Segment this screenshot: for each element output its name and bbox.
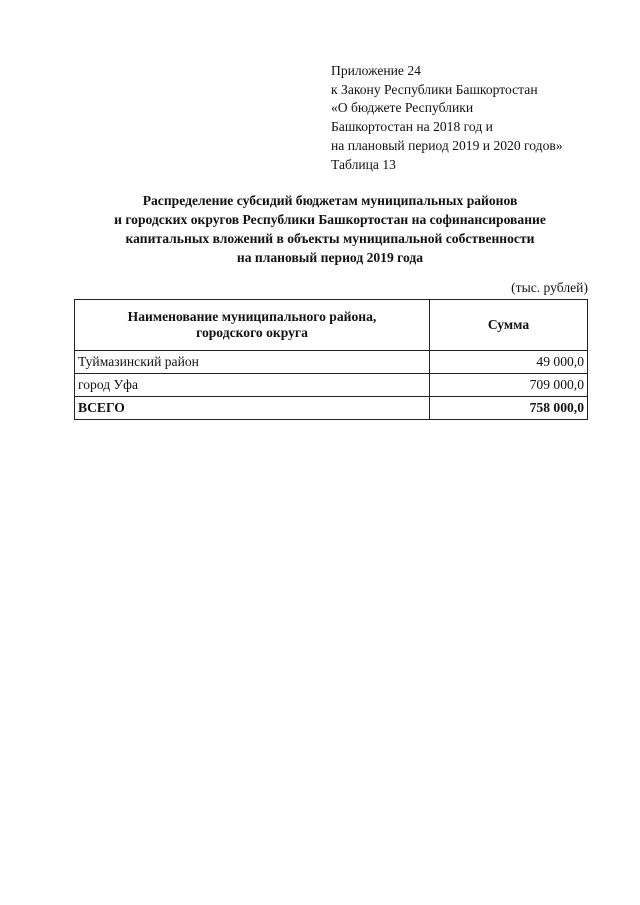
row-amount: 709 000,0: [430, 374, 588, 397]
header-name-line: Наименование муниципального района,: [127, 309, 377, 324]
row-amount: 49 000,0: [430, 351, 588, 374]
table-row: [75, 351, 588, 374]
total-label: ВСЕГО: [75, 397, 430, 420]
table-row: [75, 374, 588, 397]
subsidy-table: [74, 299, 588, 420]
appendix-line: Башкортостан на 2018 год и: [331, 119, 493, 135]
title-line: на плановый период 2019 года: [236, 250, 424, 265]
header-name: [75, 300, 430, 351]
appendix-line: на плановый период 2019 и 2020 годов»: [331, 137, 563, 153]
appendix-block: [331, 62, 563, 174]
row-name: Туймазинский район: [75, 351, 430, 374]
table-header-row: [75, 300, 588, 351]
header-name-line: городского округа: [196, 325, 308, 340]
document-title: [60, 191, 600, 267]
title-line: и городских округов Республики Башкортостан на софинансирование: [114, 212, 546, 227]
appendix-line: «О бюджете Республики: [331, 100, 474, 116]
row-name: город Уфа: [75, 374, 430, 397]
total-amount: 758 000,0: [430, 397, 588, 420]
table-number: Таблица 13: [331, 156, 396, 172]
title-line: Распределение субсидий бюджетам муниципальных районов: [142, 193, 518, 208]
title-line: капитальных вложений в объекты муниципальной собственности: [125, 231, 535, 246]
total-row: [75, 397, 588, 420]
appendix-line: к Закону Республики Башкортостан: [331, 81, 538, 97]
header-amount: Сумма: [430, 300, 588, 351]
units-label: (тыс. рублей): [511, 280, 588, 295]
appendix-line: Приложение 24: [331, 63, 421, 78]
